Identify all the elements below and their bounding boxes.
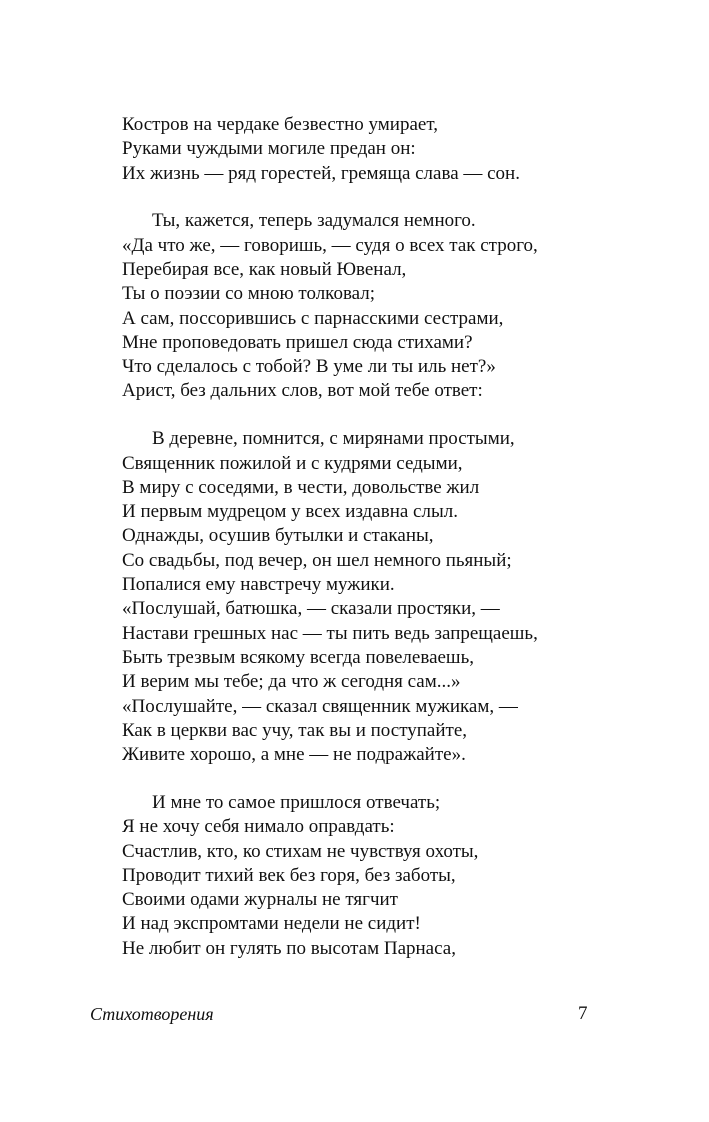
poem-line: Не любит он гулять по высотам Парнаса, — [122, 937, 456, 959]
stanza-2 — [122, 209, 622, 403]
poem-line: Счастлив, кто, ко стихам не чувствуя охоты, — [122, 840, 479, 862]
poem-line: Костров на чердаке безвестно умирает, — [122, 114, 438, 135]
poem-line: Я не хочу себя нимало оправдать: — [122, 816, 395, 838]
poem-line: «Послушайте, — сказал священник мужикам, — — [122, 695, 518, 717]
poem-line: Быть трезвым всякому всегда повелеваешь, — [122, 646, 474, 668]
poem-line: Живите хорошо, а мне — не подражайте». — [122, 744, 466, 766]
poem-line: Ты о поэзии со мною толковал; — [122, 283, 376, 305]
poem-line: Однажды, осушив бутылки и стаканы, — [122, 525, 434, 547]
stanza-4 — [122, 791, 622, 961]
poem-line: И верим мы тебе; да что ж сегодня сам...» — [122, 671, 461, 693]
poem-line: Попалися ему навстречу мужики. — [122, 574, 395, 596]
poem-line: Арист, без дальних слов, вот мой тебе ответ: — [122, 380, 483, 402]
poem-line: Ты, кажется, теперь задумался немного. — [152, 210, 476, 232]
poem-text — [122, 113, 622, 985]
poem-line: Как в церкви вас учу, так вы и поступайте, — [122, 719, 468, 741]
poem-line: Проводит тихий век без горя, без заботы, — [122, 864, 456, 886]
poem-line: «Послушай, батюшка, — сказали простяки, — — [122, 598, 500, 620]
running-footer-title: Стихотворения — [90, 1004, 214, 1024]
poem-line: Перебирая все, как новый Ювенал, — [122, 258, 407, 280]
poem-line: Что сделалось с тобой? В уме ли ты иль нет?» — [122, 356, 496, 378]
poem-line: Со свадьбы, под вечер, он шел немного пьяный; — [122, 549, 512, 571]
stanza-3 — [122, 427, 622, 767]
poem-line: Настави грешных нас — ты пить ведь запрещаешь, — [122, 622, 538, 644]
poem-line: В миру с соседями, в чести, довольстве жил — [122, 476, 480, 498]
poem-line: Священник пожилой и с кудрями седыми, — [122, 452, 463, 474]
poem-line: В деревне, помнится, с мирянами простыми, — [152, 428, 515, 450]
poem-line: А сам, поссорившись с парнасскими сестрами, — [122, 307, 504, 329]
poem-line: Мне проповедовать пришел сюда стихами? — [122, 331, 473, 353]
poem-line: Их жизнь — ряд горестей, гремяща слава — сон. — [122, 162, 520, 184]
stanza-1 — [122, 113, 622, 186]
poem-line: Своими одами журналы не тягчит — [122, 889, 398, 911]
poem-line: И мне то самое пришлося отвечать; — [152, 791, 441, 813]
poem-line: Руками чуждыми могиле предан он: — [122, 138, 416, 160]
poem-line: И над экспромтами недели не сидит! — [122, 913, 421, 935]
poem-line: И первым мудрецом у всех издавна слыл. — [122, 501, 458, 523]
poem-line: «Да что же, — говоришь, — судя о всех так строго, — [122, 234, 538, 256]
page-number: 7 — [578, 1003, 588, 1024]
